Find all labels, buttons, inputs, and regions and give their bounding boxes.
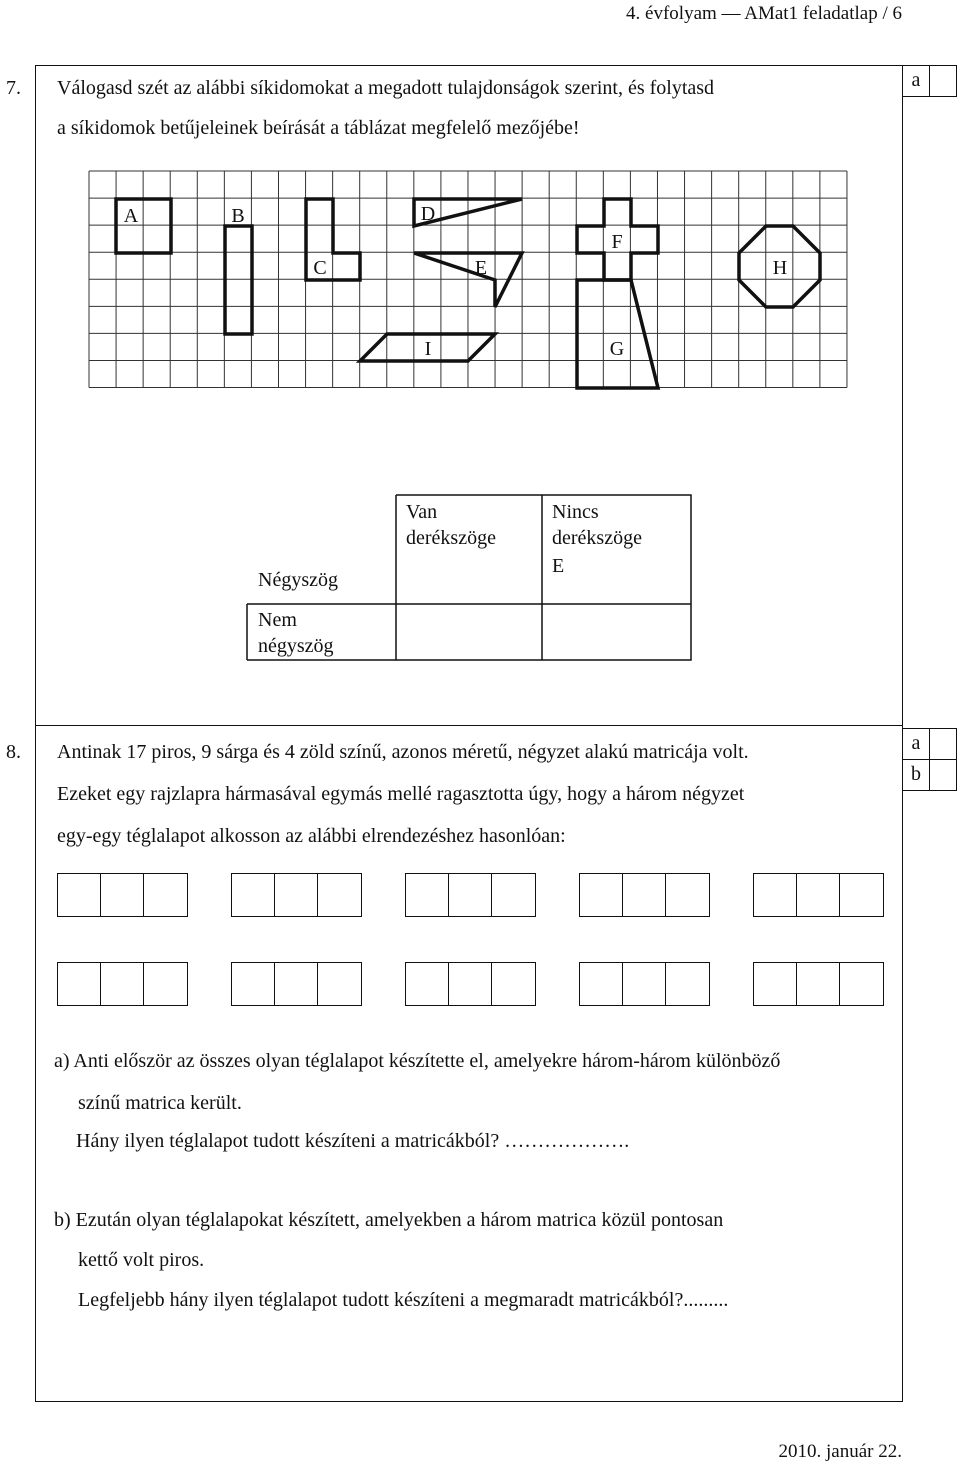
col1-header-line1: Van: [406, 501, 438, 523]
label-c: C: [313, 257, 327, 279]
task8-score-label-b: b: [902, 759, 930, 791]
sticker-strip[interactable]: [57, 873, 188, 917]
task7-text-line2: a síkidomok betűjeleinek beírását a táblázat megfelelő mezőjébe!: [57, 117, 580, 139]
label-g: G: [609, 338, 625, 360]
label-b: B: [231, 205, 245, 227]
shape-g: [577, 280, 658, 388]
page-footer: 2010. január 22.: [778, 1441, 902, 1462]
shape-grid: [88, 170, 850, 410]
row1-header: Négyszög: [258, 569, 338, 591]
task7-text-line1: Válogasd szét az alábbi síkidomokat a megadott tulajdonságok szerint, és folytasd: [57, 77, 715, 99]
task7-number: 7.: [6, 77, 21, 99]
question-b-line2: kettő volt piros.: [78, 1249, 205, 1271]
label-i: I: [424, 338, 432, 360]
label-e: E: [474, 257, 488, 279]
shape-b: [225, 226, 252, 334]
task8-text-line3: egy-egy téglalapot alkosson az alábbi elrendezéshez hasonlóan:: [57, 825, 566, 847]
question-a-line1: a) Anti először az összes olyan téglalapot készítette el, amelyekre három-három különböző: [54, 1050, 781, 1072]
label-d: D: [420, 203, 436, 225]
col2-header-line1: Nincs: [552, 501, 599, 523]
task8-number: 8.: [6, 741, 21, 763]
task7-score-label: a: [902, 65, 930, 97]
page-header: 4. évfolyam — AMat1 feladatlap / 6: [626, 3, 902, 24]
table-entry-e: E: [552, 555, 565, 577]
task8-text-line1: Antinak 17 piros, 9 sárga és 4 zöld színű, azonos méretű, négyzet alakú matricája volt.: [57, 741, 749, 763]
task-divider: [35, 725, 903, 726]
sticker-strip[interactable]: [753, 962, 884, 1006]
row2-header-line2: négyszög: [258, 635, 334, 657]
sticker-strip[interactable]: [405, 962, 536, 1006]
sticker-strip[interactable]: [231, 962, 362, 1006]
label-f: F: [611, 231, 623, 253]
sticker-row-2: [57, 962, 884, 1006]
col2-header-line2: derékszöge: [552, 527, 642, 549]
task8-score-box-a[interactable]: [929, 728, 957, 760]
label-h: H: [772, 257, 788, 279]
label-a: A: [123, 205, 139, 227]
question-a-line2: színű matrica került.: [78, 1092, 242, 1114]
sticker-strip[interactable]: [579, 962, 710, 1006]
classification-table: [246, 494, 692, 662]
col1-header-line2: derékszöge: [406, 527, 496, 549]
question-b-line3: Legfeljebb hány ilyen téglalapot tudott készíteni a megmaradt matricákból?.........: [78, 1289, 729, 1311]
task8-text-line2: Ezeket egy rajzlapra hármasával egymás mellé ragasztotta úgy, hogy a három négyzet: [57, 783, 745, 805]
sticker-strip[interactable]: [231, 873, 362, 917]
sticker-strip[interactable]: [753, 873, 884, 917]
task8-score-label-a: a: [902, 728, 930, 760]
sticker-row-1: [57, 873, 884, 917]
task7-score-box[interactable]: [929, 65, 957, 97]
row2-header-line1: Nem: [258, 609, 297, 631]
sticker-strip[interactable]: [57, 962, 188, 1006]
sticker-strip[interactable]: [405, 873, 536, 917]
task8-score-box-b[interactable]: [929, 759, 957, 791]
question-b-line1: b) Ezután olyan téglalapokat készített, amelyekben a három matrica közül pontosan: [54, 1209, 724, 1231]
question-a-line3: Hány ilyen téglalapot tudott készíteni a matricákból? ……………….: [76, 1130, 630, 1152]
sticker-strip[interactable]: [579, 873, 710, 917]
